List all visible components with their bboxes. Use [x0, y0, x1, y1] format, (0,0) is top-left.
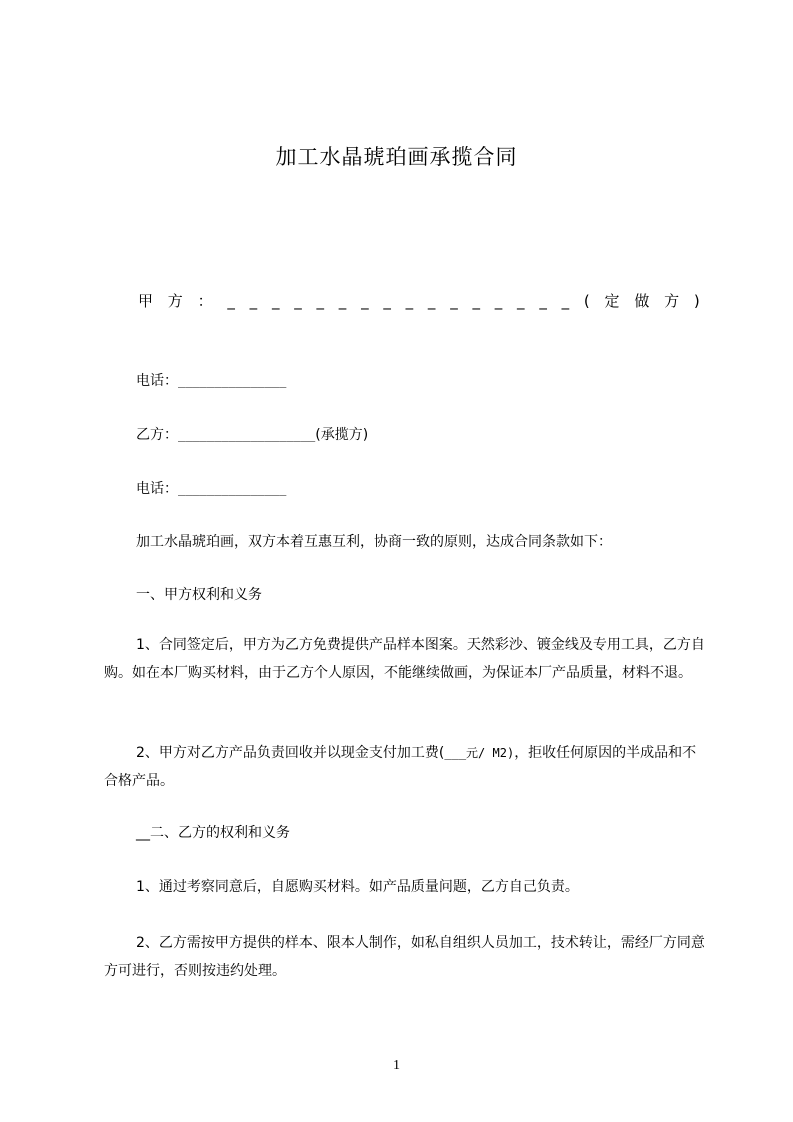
party-a-role-char: 做 — [634, 292, 650, 310]
section1-item2-fee: ___元/ M2) — [444, 746, 515, 760]
contract-title: 加工水晶琥珀画承揽合同 — [275, 145, 518, 169]
party-a-line — [138, 290, 700, 312]
party-a-blank-char: _ — [405, 292, 414, 310]
section1-item1: 1、合同签定后，甲方为乙方免费提供产品样本图案。天然彩沙、镀金线及专用工具，乙方自购。如在本厂购买材料，由于乙方个人原因，不能继续做画，为保证本厂产品质量，材料不退。 — [104, 637, 705, 681]
party-a-char: ： — [197, 292, 213, 310]
party-b-blank: ___________________ — [178, 428, 316, 442]
section2-item2: 2、乙方需按甲方提供的样本、限本人制作，如私自组织人员加工，技术转让，需经厂方同意方可进行，否则按违约处理。 — [104, 935, 705, 979]
party-a-blank-char: _ — [472, 292, 480, 310]
party-a-blank-char: _ — [338, 292, 347, 310]
party-b-role: (承揽方) — [315, 427, 369, 443]
page-number: 1 — [393, 1058, 400, 1073]
party-a-blank-char: _ — [561, 292, 570, 310]
section1-heading: 一、甲方权利和义务 — [136, 587, 262, 603]
party-a-blank-char: _ — [450, 292, 458, 310]
section1-item2-text: 2、甲方对乙方产品负责回收并以现金支付加工费( — [136, 745, 445, 761]
phone-a-label: 电话： — [136, 373, 178, 389]
party-a-blank-char: _ — [294, 292, 302, 310]
section1-item2 — [104, 739, 708, 795]
party-a-role-char: 定 — [604, 292, 620, 310]
party-a-char: 甲 — [138, 292, 154, 310]
section1-item2-tail: ，拒收任何原因的半成品和不合格产品。 — [104, 745, 697, 789]
party-a-blank-char: _ — [361, 292, 369, 310]
phone-b-blank: _______________ — [178, 482, 287, 496]
party-a-blank-char: _ — [227, 292, 235, 310]
party-a-char: 方 — [167, 292, 183, 310]
phone-a-blank: _______________ — [178, 374, 287, 388]
party-b-line — [136, 425, 368, 445]
party-a-blank-char: _ — [539, 292, 547, 310]
party-a-role-char: 方 — [664, 292, 680, 310]
phone-a-line — [136, 371, 286, 391]
party-a-blank-char: _ — [383, 292, 391, 310]
party-a-blank-char: _ — [316, 292, 325, 310]
phone-b-line — [136, 479, 286, 499]
section2-heading: __二、乙方的权利和义务 — [136, 825, 290, 841]
party-a-role-char: ( — [583, 292, 590, 310]
party-a-blank-char: _ — [249, 292, 258, 310]
party-a-blank-char: _ — [494, 292, 503, 310]
intro-paragraph: 加工水晶琥珀画，双方本着互惠互利，协商一致的原则，达成合同条款如下： — [136, 534, 612, 550]
party-a-role-char: ) — [693, 292, 700, 310]
party-a-blank-char: _ — [271, 292, 280, 310]
party-b-label: 乙方： — [136, 427, 178, 443]
phone-b-label: 电话： — [136, 481, 178, 497]
section2-item1: 1、通过考察同意后，自愿购买材料。如产品质量问题，乙方自己负责。 — [136, 879, 579, 895]
party-a-blank-char: _ — [517, 292, 525, 310]
party-a-blank-char: _ — [427, 292, 436, 310]
